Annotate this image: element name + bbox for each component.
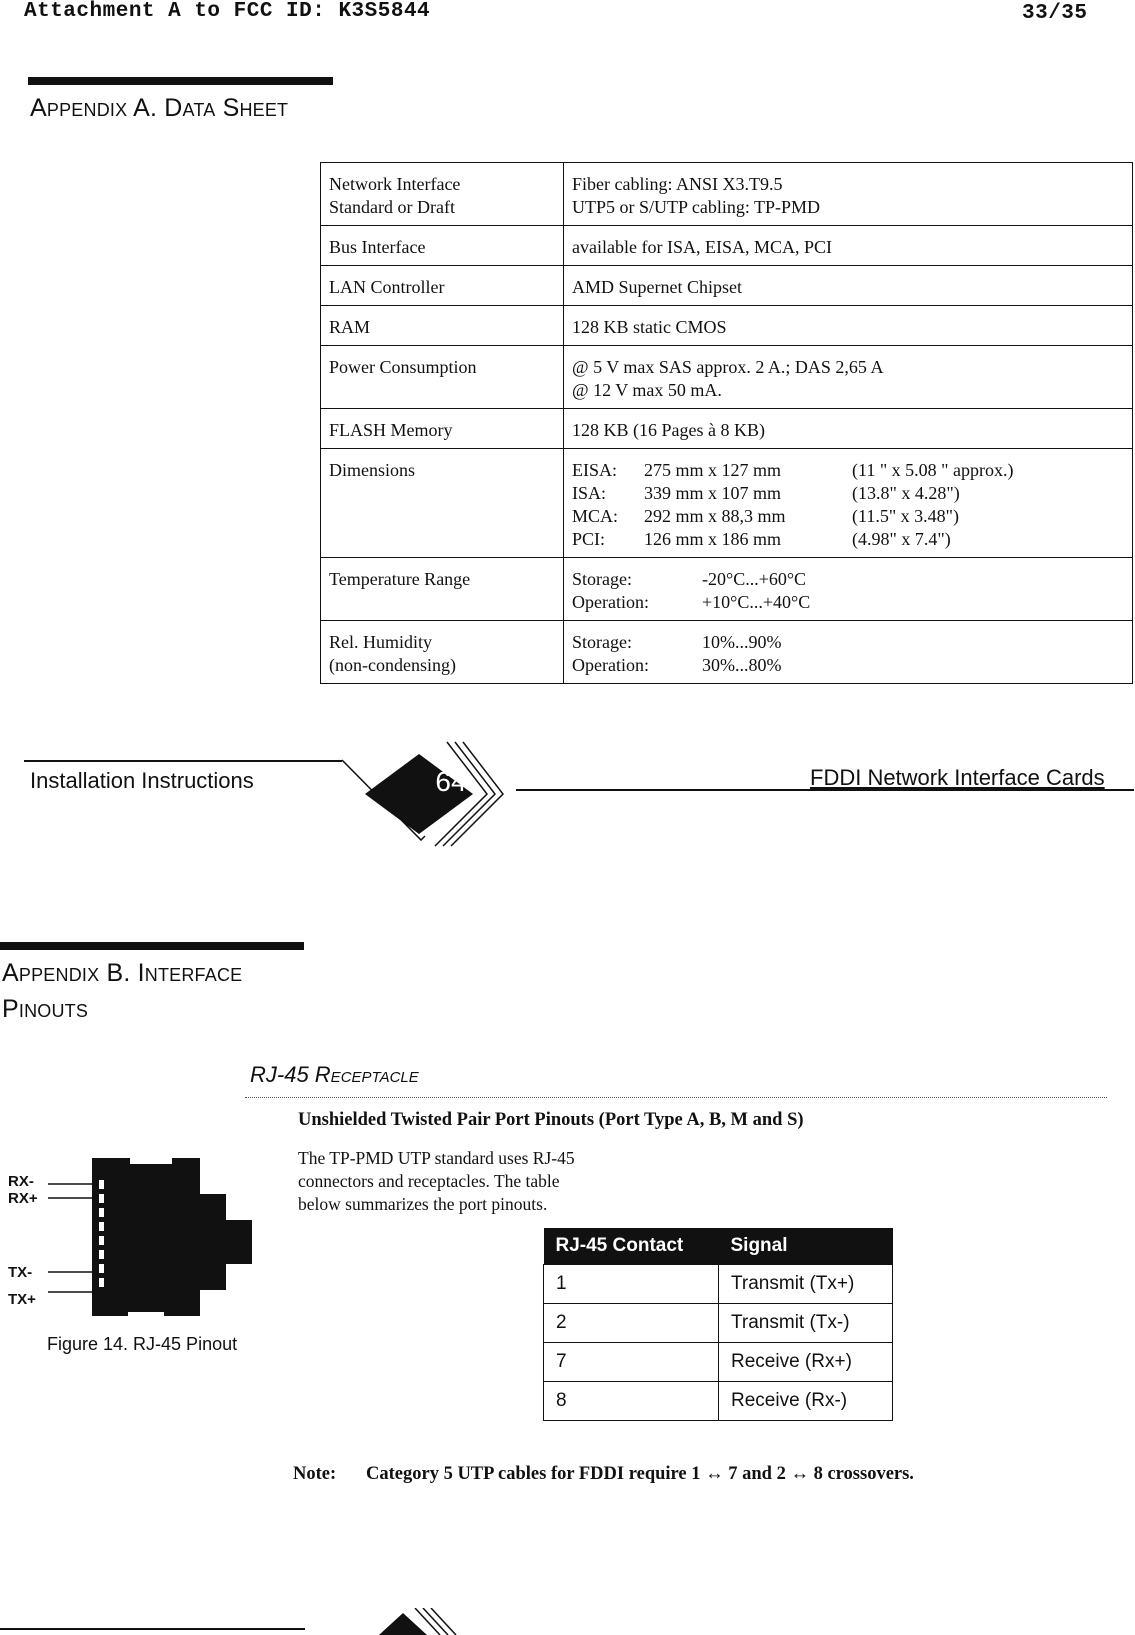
table-row [321,621,1133,684]
attachment-header: Attachment A to FCC ID: K3S5844 [24,0,431,23]
connector-label: TX- [8,1264,33,1281]
row-label: Network Interface [329,174,461,194]
row-value: Fiber cabling: ANSI X3.T9.5 [572,174,783,194]
dimension-item: MCA: 292 mm x 88,3 mm (11.5" x 3.48") [572,506,960,526]
row-label: (non-condensing) [329,655,456,675]
temperature-item: Storage: -20°C...+60°C [572,569,807,589]
row-label: Temperature Range [321,558,564,621]
row-value: @ 12 V max 50 mA. [572,380,722,400]
port-heading: Unshielded Twisted Pair Port Pinouts (Port Type A, B, M and S) [298,1110,804,1130]
subsection-title: RJ-45 Receptacle [250,1062,419,1087]
row-label: FLASH Memory [321,409,564,449]
data-sheet-table [320,162,1133,684]
table-row: 7 Receive (Rx+) [544,1343,893,1382]
rj45-connector-icon [0,1150,270,1335]
row-label: Standard or Draft [329,197,455,217]
table-row [321,163,1133,226]
humidity-item: Operation: 30%...80% [572,655,782,675]
dimension-item: EISA: 275 mm x 127 mm (11 " x 5.08 " approx.) [572,460,1014,480]
connector-label: TX+ [8,1291,36,1308]
table-row [321,226,1133,266]
note-text: Category 5 UTP cables for FDDI require 1 ↔ 7 and 2 ↔ 8 crossovers. [366,1464,914,1484]
footer-rule-left [0,1628,305,1630]
table-row: 2 Transmit (Tx-) [544,1304,893,1343]
column-header: RJ-45 Contact [544,1228,719,1265]
table-row [321,306,1133,346]
row-value: available for ISA, EISA, MCA, PCI [564,226,1133,266]
row-label: Dimensions [321,449,564,558]
row-label: Bus Interface [321,226,564,266]
temperature-item: Operation: +10°C...+40°C [572,592,811,612]
table-header-row [544,1228,893,1265]
table-row [321,449,1133,558]
row-label: Power Consumption [321,346,564,409]
page-number-badge-icon [365,1608,465,1635]
heading-rule [28,77,333,85]
footer-left-text: Installation Instructions [30,768,254,793]
humidity-item: Storage: 10%...90% [572,632,782,652]
appendix-b-title: Appendix B. Interface Pinouts [2,959,243,1023]
table-row [321,266,1133,306]
column-header: Signal [719,1228,893,1265]
table-row [321,409,1133,449]
connector-label: RX- [8,1173,34,1190]
page-counter: 33/35 [1022,2,1088,25]
row-value: 128 KB static CMOS [564,306,1133,346]
row-label: RAM [321,306,564,346]
row-value: AMD Supernet Chipset [564,266,1133,306]
row-label: Rel. Humidity [329,632,432,652]
heading-rule [0,942,304,950]
page-number: 64 [435,766,467,797]
row-value: UTP5 or S/UTP cabling: TP-PMD [572,197,821,217]
appendix-a-title: Appendix A. Data Sheet [30,94,289,122]
subsection-rule [245,1097,1107,1098]
table-row: 1 Transmit (Tx+) [544,1265,893,1304]
note-label: Note: [293,1464,337,1484]
pinout-table [543,1228,893,1421]
row-label: LAN Controller [321,266,564,306]
table-row: 8 Receive (Rx-) [544,1382,893,1421]
footer-rule-left [24,760,342,762]
dimension-item: PCI: 126 mm x 186 mm (4.98" x 7.4") [572,529,951,549]
port-description: The TP-PMD UTP standard uses RJ-45 connectors and receptacles. The table below summarizes the port pinouts. [298,1148,575,1214]
table-row [321,558,1133,621]
figure-caption: Figure 14. RJ-45 Pinout [47,1334,238,1354]
dimension-item: ISA: 339 mm x 107 mm (13.8" x 4.28") [572,483,960,503]
row-value: @ 5 V max SAS approx. 2 A.; DAS 2,65 A [572,357,884,377]
row-value: 128 KB (16 Pages à 8 KB) [564,409,1133,449]
table-row [321,346,1133,409]
connector-label: RX+ [8,1190,38,1207]
footer-right-text: FDDI Network Interface Cards [810,765,1105,790]
